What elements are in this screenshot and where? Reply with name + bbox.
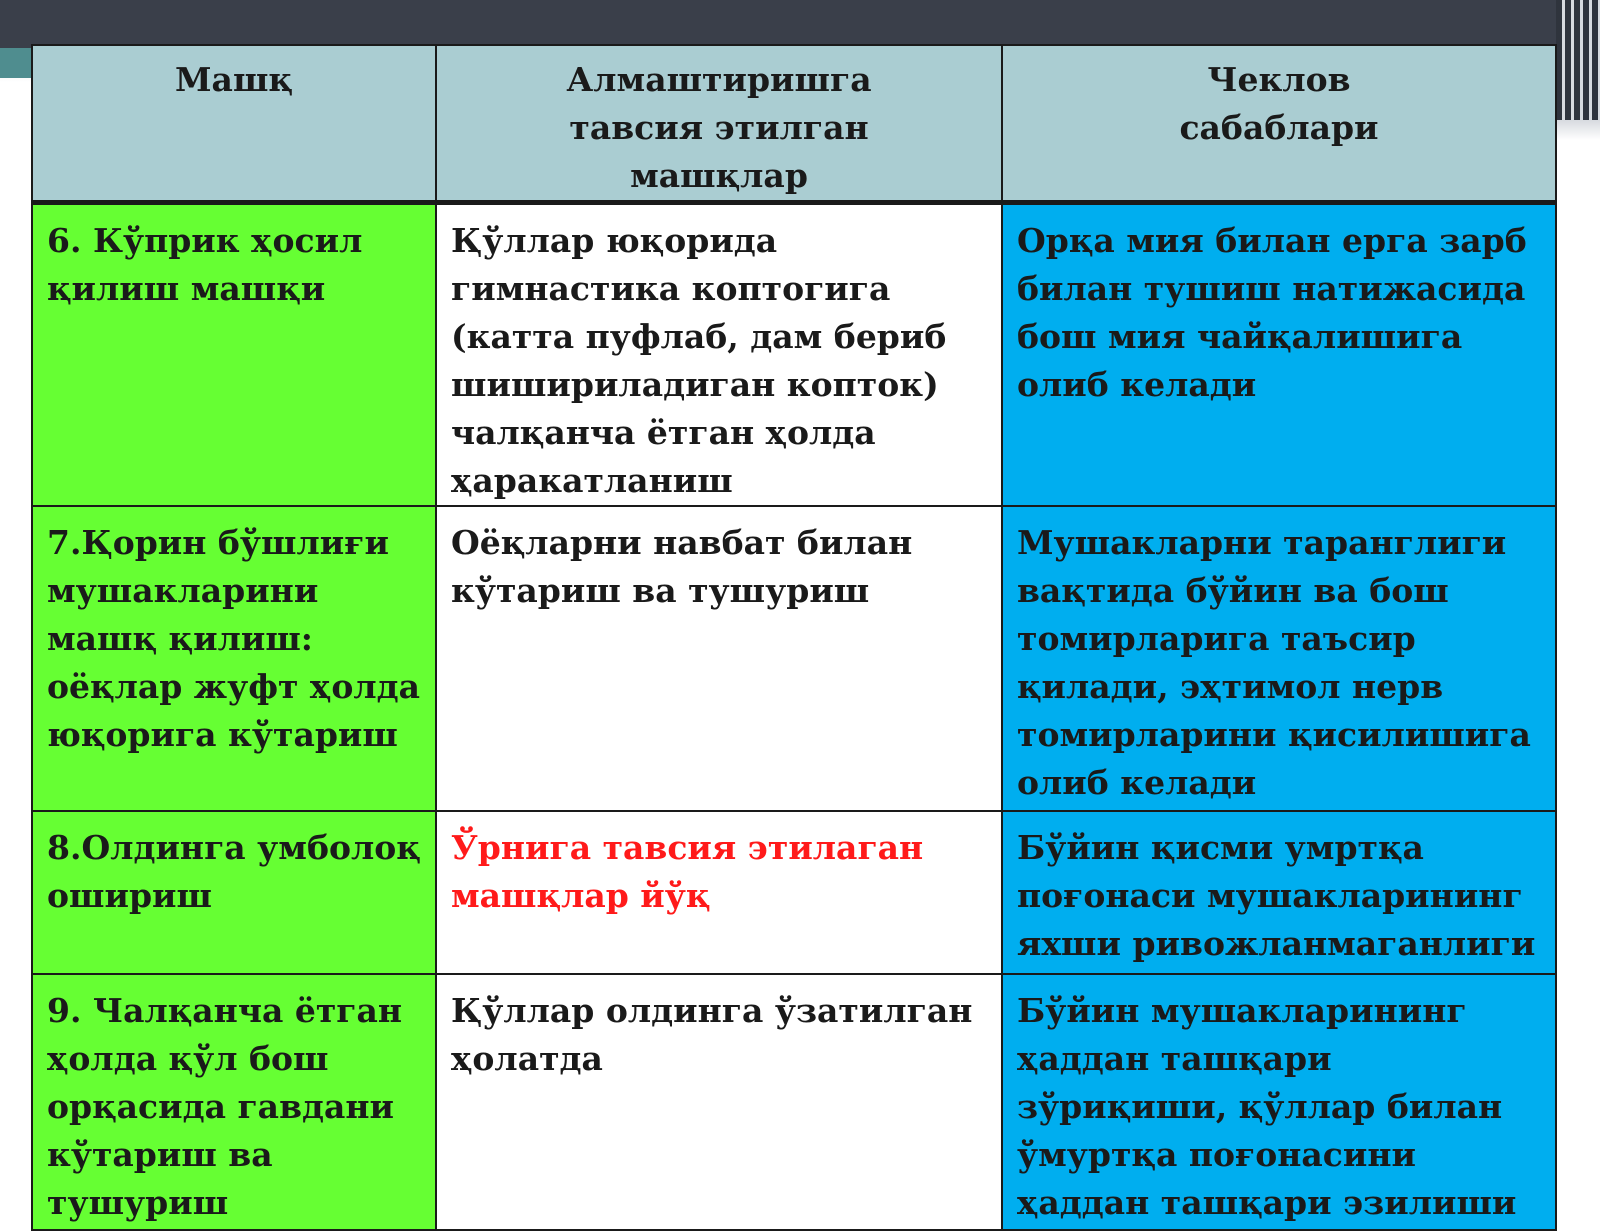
header-reason-label: Чеклов сабаблари [1179, 60, 1379, 147]
replacement-text: Қўллар олдинга ўзатилган ҳолатда [451, 991, 973, 1078]
replacement-cell [436, 974, 1002, 1230]
slide-left-ribbon [0, 48, 34, 78]
table-row [32, 974, 1556, 1230]
table-body [32, 203, 1556, 1231]
exercise-text: 9. Чалқанча ётган ҳолда қўл бош орқасида гавдани кўтариш ва тушуриш [47, 991, 403, 1222]
slide-right-stripes [1556, 0, 1600, 120]
reason-cell [1002, 974, 1556, 1230]
exercise-cell [32, 506, 436, 811]
reason-text: Мушакларни таранглиги вақтида бўйин ва бош томирларига таъсир қилади, эҳтимол нерв томирларини қисилишига олиб келади [1017, 523, 1531, 802]
header-exercise [32, 45, 436, 203]
exercise-text: 8.Олдинга умболоқ ошириш [47, 828, 421, 915]
slide-top-band [0, 0, 1600, 48]
slide-right-stripes-shadow [1556, 120, 1600, 140]
reason-cell [1002, 506, 1556, 811]
replacement-text: Қўллар юқорида гимнастика коптогига (катта пуфлаб, дам бериб шишириладиган копток) чалқанча ётган ҳолда ҳаракатланиш [451, 221, 947, 500]
header-row [32, 45, 1556, 203]
table-row [32, 811, 1556, 974]
replacement-cell [436, 811, 1002, 974]
reason-cell [1002, 203, 1556, 507]
header-replacement-label: Алмаштиришга тавсия этилган машқлар [566, 60, 872, 195]
header-exercise-label: Машқ [175, 60, 293, 99]
table-row [32, 506, 1556, 811]
exercise-cell [32, 974, 436, 1230]
table-row [32, 203, 1556, 507]
table-header [32, 45, 1556, 203]
reason-text: Бўйин қисми умртқа поғонаси мушакларининг яхши ривожланмаганлиги [1017, 828, 1536, 963]
replacement-cell [436, 506, 1002, 811]
reason-text: Бўйин мушакларининг ҳаддан ташқари зўриқиши, қўллар билан ўмуртқа поғонасини ҳаддан ташқари эзилиши [1017, 991, 1517, 1222]
exercise-text: 6. Кўприк ҳосил қилиш машқи [47, 221, 363, 308]
header-replacement [436, 45, 1002, 203]
reason-cell [1002, 811, 1556, 974]
replacement-text: Оёқларни навбат билан кўтариш ва тушуриш [451, 523, 913, 610]
header-reason [1002, 45, 1556, 203]
reason-text: Орқа мия билан ерга зарб билан тушиш натижасида бош мия чайқалишига олиб келади [1017, 221, 1527, 404]
exercise-text: 7.Қорин бўшлиғи мушакларини машқ қилиш: оёқлар жуфт ҳолда юқорига кўтариш [47, 523, 420, 754]
exercise-cell [32, 811, 436, 974]
replacement-text-highlight: Ўрнига тавсия этилаган машқлар йўқ [451, 828, 924, 915]
exercise-table [31, 44, 1557, 1231]
exercise-cell [32, 203, 436, 507]
replacement-cell [436, 203, 1002, 507]
